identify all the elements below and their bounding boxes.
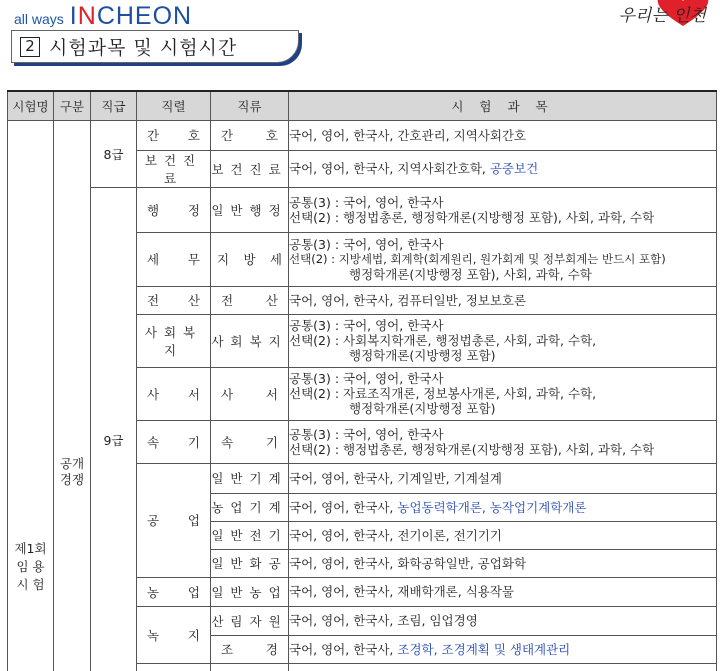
subjects-cell: 공통(3) : 국어, 영어, 한국사 선택(2) : 자료조직개론, 정보봉사개론, 사회, 과학, 수학, 행정학개론(지방행정 포함)	[289, 367, 717, 420]
series-cell: 녹 지	[137, 606, 211, 663]
header-category: 구분	[54, 91, 91, 120]
type-cell	[211, 663, 289, 671]
type-cell: 보건진료	[211, 150, 289, 187]
subjects-cell: 공통(3) : 국어, 영어, 한국사 선택(2) : 행정법총론, 행정학개론(지방행정 포함), 사회, 과학, 수학	[289, 420, 717, 463]
series-cell	[137, 663, 211, 671]
series-cell: 공 업	[137, 463, 211, 577]
grade-cell: 9급	[91, 187, 137, 671]
series-cell: 전 산	[137, 286, 211, 314]
subjects-cell: 국어, 영어, 한국사, 조림, 임업경영	[289, 606, 717, 635]
type-cell: 사회복지	[211, 314, 289, 367]
subjects-cell: 국어, 영어, 한국사, 전기이론, 전기기기	[289, 521, 717, 549]
subjects-cell: 공통(3) : 국어, 영어, 한국사 선택(2) : 사회복지학개론, 행정법총론, 사회, 과학, 수학, 행정학개론(지방행정 포함)	[289, 314, 717, 367]
subjects-cell: 국어, 영어, 한국사, 지역사회간호학, 공중보건	[289, 150, 717, 187]
section-number: 2	[20, 37, 40, 57]
subjects-cell: 국어, 영어, 한국사, 화학공학일반, 공업화학	[289, 549, 717, 577]
table-row	[8, 187, 717, 232]
type-cell: 속 기	[211, 420, 289, 463]
type-cell: 산림자원	[211, 606, 289, 635]
subjects-cell: 국어, 영어, 한국사, 조경학, 조경계획 및 생태계관리	[289, 635, 717, 663]
series-cell: 세 무	[137, 232, 211, 286]
slogan-text: 우리는 인천	[618, 6, 706, 26]
subjects-cell: 국어, 영어, 한국사, 기계일반, 기계설계	[289, 463, 717, 493]
table-row	[8, 120, 717, 150]
subjects-cell: 국어, 영어, 한국사, 간호관리, 지역사회간호	[289, 120, 717, 150]
series-cell: 사 서	[137, 367, 211, 420]
header-grade: 직급	[91, 91, 137, 120]
incheon-logo	[14, 2, 192, 28]
series-cell: 행 정	[137, 187, 211, 232]
type-cell: 사 서	[211, 367, 289, 420]
type-cell: 지 방 세	[211, 232, 289, 286]
series-cell: 간 호	[137, 120, 211, 150]
exam-subjects-table	[7, 90, 717, 671]
type-cell: 일반전기	[211, 521, 289, 549]
subjects-cell: 국어, 영어, 한국사, 컴퓨터일반, 정보보호론	[289, 286, 717, 314]
section-title	[11, 30, 299, 63]
type-cell: 전 산	[211, 286, 289, 314]
header-series: 직렬	[137, 91, 211, 120]
type-cell: 일반기계	[211, 463, 289, 493]
section-title-text: 시험과목 및 시험시간	[49, 37, 238, 59]
table-header-row	[8, 91, 717, 120]
series-cell: 사회복지	[137, 314, 211, 367]
subjects-cell	[289, 663, 717, 671]
header-type: 직류	[211, 91, 289, 120]
subjects-cell: 공통(3) : 국어, 영어, 한국사 선택(2) : 지방세법, 회계학(회계원리, 원가회계 및 정부회계는 반드시 포함) 행정학개론(지방행정 포함), 사회, 과학, 수학	[289, 232, 717, 286]
subjects-cell: 공통(3) : 국어, 영어, 한국사 선택(2) : 행정법총론, 행정학개론(지방행정 포함), 사회, 과학, 수학	[289, 187, 717, 232]
category-cell: 공개 경쟁	[54, 120, 91, 671]
type-cell: 조 경	[211, 635, 289, 663]
grade-cell: 8급	[91, 120, 137, 187]
logo-tagline: all ways	[14, 11, 64, 27]
logo-wordmark: INCHEON	[69, 2, 193, 30]
series-cell: 보건진료	[137, 150, 211, 187]
subjects-cell: 국어, 영어, 한국사, 농업동력학개론, 농작업기계학개론	[289, 493, 717, 521]
header-subjects: 시 험 과 목	[289, 91, 717, 120]
header-exam-name: 시험명	[8, 91, 54, 120]
type-cell: 일반화공	[211, 549, 289, 577]
subjects-cell: 국어, 영어, 한국사, 재배학개론, 식용작물	[289, 577, 717, 606]
type-cell: 일반농업	[211, 577, 289, 606]
series-cell: 속 기	[137, 420, 211, 463]
exam-name-cell: 제1회 임 용 시 험	[8, 120, 54, 671]
type-cell: 간 호	[211, 120, 289, 150]
series-cell: 농 업	[137, 577, 211, 606]
type-cell: 일반행정	[211, 187, 289, 232]
type-cell: 농업기계	[211, 493, 289, 521]
city-slogan-logo	[604, 0, 714, 30]
